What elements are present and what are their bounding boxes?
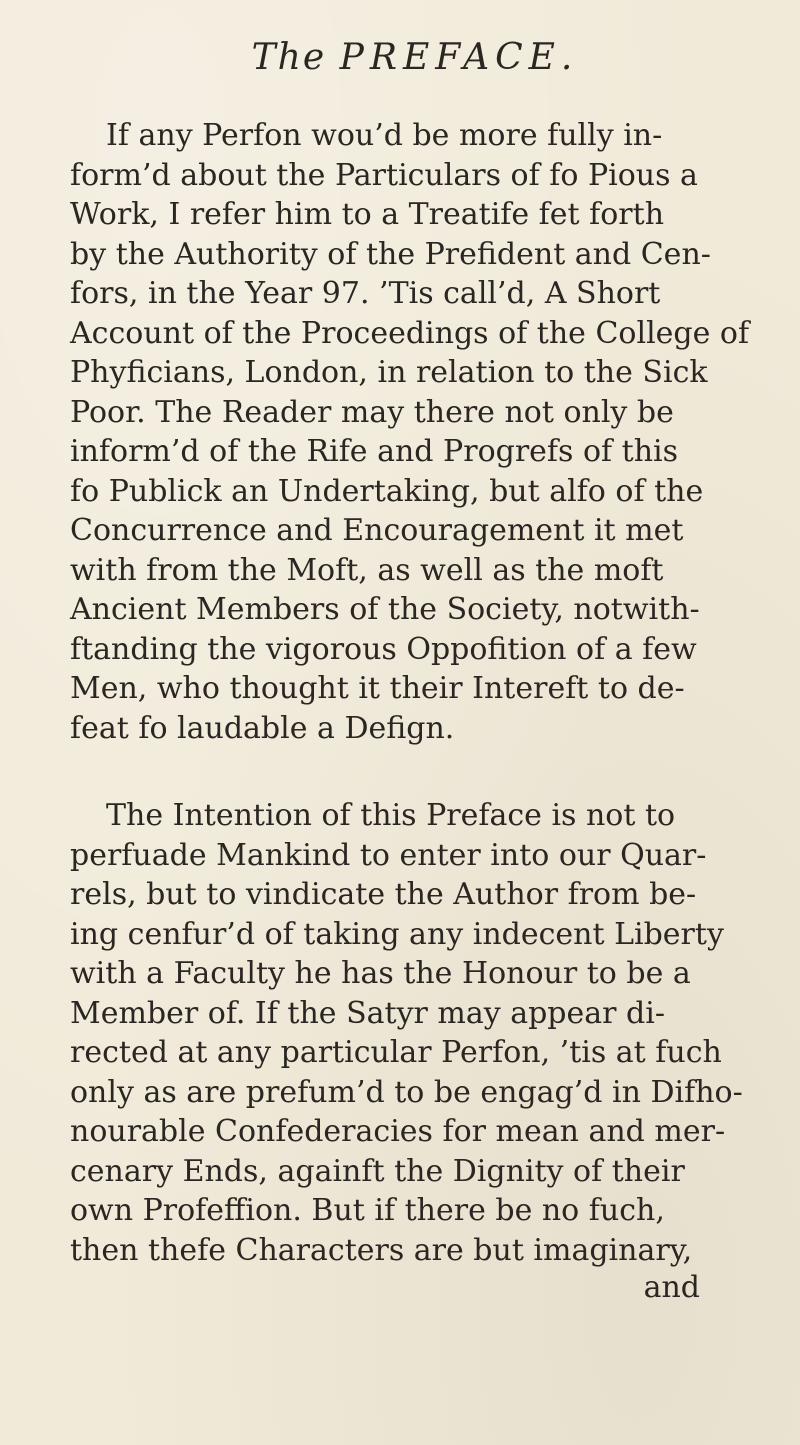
text-line: ftanding the vigorous Oppofition of a few xyxy=(70,631,697,667)
text-line: with from the Moft, as well as the moft xyxy=(70,552,664,588)
text-line: fors, in the Year 97. ’Tis call’d, A Short xyxy=(70,276,661,311)
text-line: with a Faculty he has the Honour to be a xyxy=(70,956,691,991)
text-line: then thefe Characters are but imaginary, xyxy=(70,1232,693,1268)
text-line: Phyficians, London, in relation to the Sick xyxy=(70,355,708,390)
text-line: feat fo laudable a Defign. xyxy=(70,710,455,746)
text-line: form’d about the Particulars of fo Pious a xyxy=(70,157,698,193)
text-line: only as are prefum’d to be engag’d in Difho- xyxy=(70,1074,743,1110)
text-line: Concurrence and Encouragement it met xyxy=(70,513,684,548)
text-line: perfuade Mankind to enter into our Quar- xyxy=(70,837,707,873)
text-line: Ancient Members of the Society, notwith- xyxy=(70,592,700,627)
text-line: rels, but to vindicate the Author from be- xyxy=(70,877,697,912)
header-preface: PREFACE. xyxy=(339,37,579,78)
paragraph-2 xyxy=(70,796,760,1270)
paragraph-1 xyxy=(70,116,760,748)
text-line: rected at any particular Perfon, ’tis at fuch xyxy=(70,1035,722,1070)
text-line: ing cenfur’d of taking any indecent Liberty xyxy=(70,916,724,952)
catchword: and xyxy=(643,1270,700,1305)
header-the: The xyxy=(251,37,340,78)
text-line: nourable Confederacies for mean and mer- xyxy=(70,1114,726,1149)
text-line: inform’d of the Rife and Progrefs of this xyxy=(70,434,679,469)
text-line: Work, I refer him to a Treatife fet forth xyxy=(70,197,665,232)
text-line: Poor. The Reader may there not only be xyxy=(70,394,674,430)
text-line: fo Publick an Undertaking, but alfo of the xyxy=(70,473,704,509)
text-line: Member of. If the Satyr may appear di- xyxy=(70,995,665,1031)
paragraph-gap xyxy=(70,748,760,796)
text-line: Men, who thought it their Intereft to de- xyxy=(70,671,685,706)
text-line: by the Authority of the Prefident and Cen- xyxy=(70,236,711,272)
text-line: cenary Ends, againft the Dignity of their xyxy=(70,1153,685,1189)
running-header xyxy=(70,37,760,78)
text-line: own Profeffion. But if there be no fuch, xyxy=(70,1193,665,1228)
text-line: Account of the Proceedings of the College of xyxy=(70,315,750,351)
text-line: If any Perfon wou’d be more fully in- xyxy=(106,118,663,153)
text-line: The Intention of this Preface is not to xyxy=(106,798,676,833)
